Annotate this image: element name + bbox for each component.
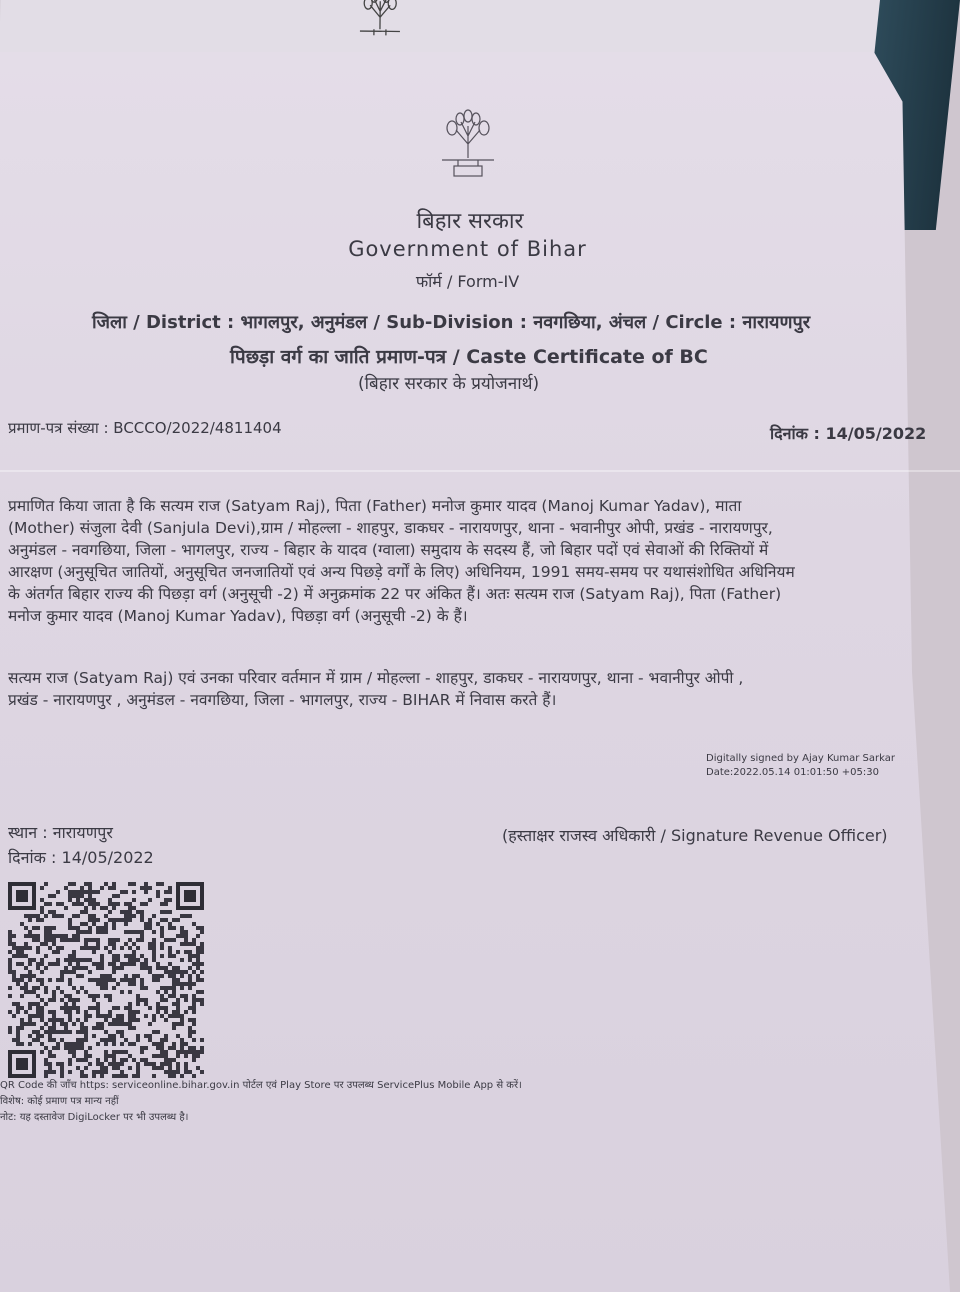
paragraph-line: आरक्षण (अनुसूचित जातियों, अनुसूचित जनजातियों एवं अन्य पिछड़े वर्गों के लिए) अधिनियम, 1991 समय-समय पर यथासंशोधित अधिनियम [8, 563, 795, 581]
footer-note: विशेष: कोई प्रमाण पत्र मान्य नहीं [0, 1096, 119, 1107]
signing-place: स्थान : नारायणपुर [8, 823, 113, 842]
district-line: जिला / District : भागलपुर, अनुमंडल / Sub-Division : नवगछिया, अंचल / Circle : नारायणपुर [92, 312, 811, 333]
paragraph-line: प्रमाणित किया जाता है कि सत्यम राज (Satyam Raj), पिता (Father) मनोज कुमार यादव (Manoj Kumar Yadav), माता [8, 497, 742, 515]
footer-notes [0, 1078, 522, 1126]
back-sheet-emblem-icon [340, 0, 421, 40]
paragraph-line: के अंतर्गत बिहार राज्य की पिछड़ा वर्ग (अनुसूची -2) में अनुक्रमांक 22 पर अंकित हैं। अतः सत्यम राज (Satyam Raj), पिता (Father) [8, 585, 782, 603]
certificate-number: प्रमाण-पत्र संख्या : BCCCO/2022/4811404 [8, 419, 282, 437]
digital-signature-name: Digitally signed by Ajay Kumar Sarkar [706, 753, 895, 764]
qr-code-icon[interactable] [8, 882, 204, 1078]
signing-date: दिनांक : 14/05/2022 [8, 848, 154, 867]
digital-signature [706, 752, 895, 780]
paragraph-line: (Mother) संजुला देवी (Sanjula Devi),ग्राम / मोहल्ला - शाहपुर, डाकघर - नारायणपुर, थाना - भवानीपुर ओपी, प्रखंड - नारायणपुर, [8, 519, 773, 537]
header-title-english: Government of Bihar [348, 237, 587, 261]
footer-note: नोट: यह दस्तावेज DigiLocker पर भी उपलब्ध है। [0, 1112, 189, 1123]
certificate-paragraph-2 [8, 667, 743, 711]
certificate-date: दिनांक : 14/05/2022 [770, 424, 927, 443]
signature-revenue-officer: (हस्ताक्षर राजस्व अधिकारी / Signature Revenue Officer) [502, 826, 888, 845]
paragraph-line: अनुमंडल - नवगछिया, जिला - भागलपुर, राज्य - बिहार के यादव (ग्वाला) समुदाय के सदस्य हैं, जो बिहार पदों एवं सेवाओं की रिक्तियों में [8, 541, 769, 559]
digital-signature-date: Date:2022.05.14 01:01:50 +05:30 [706, 767, 879, 778]
bihar-emblem-icon [428, 108, 508, 183]
certificate-paragraph-1 [8, 495, 795, 627]
form-label: फॉर्म / Form-IV [415, 272, 520, 291]
paper-fold-line [0, 470, 960, 472]
paragraph-line: सत्यम राज (Satyam Raj) एवं उनका परिवार वर्तमान में ग्राम / मोहल्ला - शाहपुर, डाकघर - नारायणपुर, थाना - भवानीपुर ओपी , [8, 669, 744, 687]
footer-note: QR Code की जाँच https: serviceonline.bihar.gov.in पोर्टल एवं Play Store पर उपलब्ध ServicePlus Mobile App से करें। [0, 1080, 522, 1091]
paragraph-line: मनोज कुमार यादव (Manoj Kumar Yadav), पिछड़ा वर्ग (अनुसूची -2) के हैं। [8, 607, 468, 625]
certificate-purpose: (बिहार सरकार के प्रयोजनार्थ) [358, 374, 540, 394]
header-title-hindi: बिहार सरकार [416, 209, 524, 234]
certificate-title: पिछड़ा वर्ग का जाति प्रमाण-पत्र / Caste Certificate of BC [230, 346, 708, 368]
paragraph-line: प्रखंड - नारायणपुर , अनुमंडल - नवगछिया, जिला - भागलपुर, राज्य - BIHAR में निवास करते हैं। [8, 691, 557, 709]
